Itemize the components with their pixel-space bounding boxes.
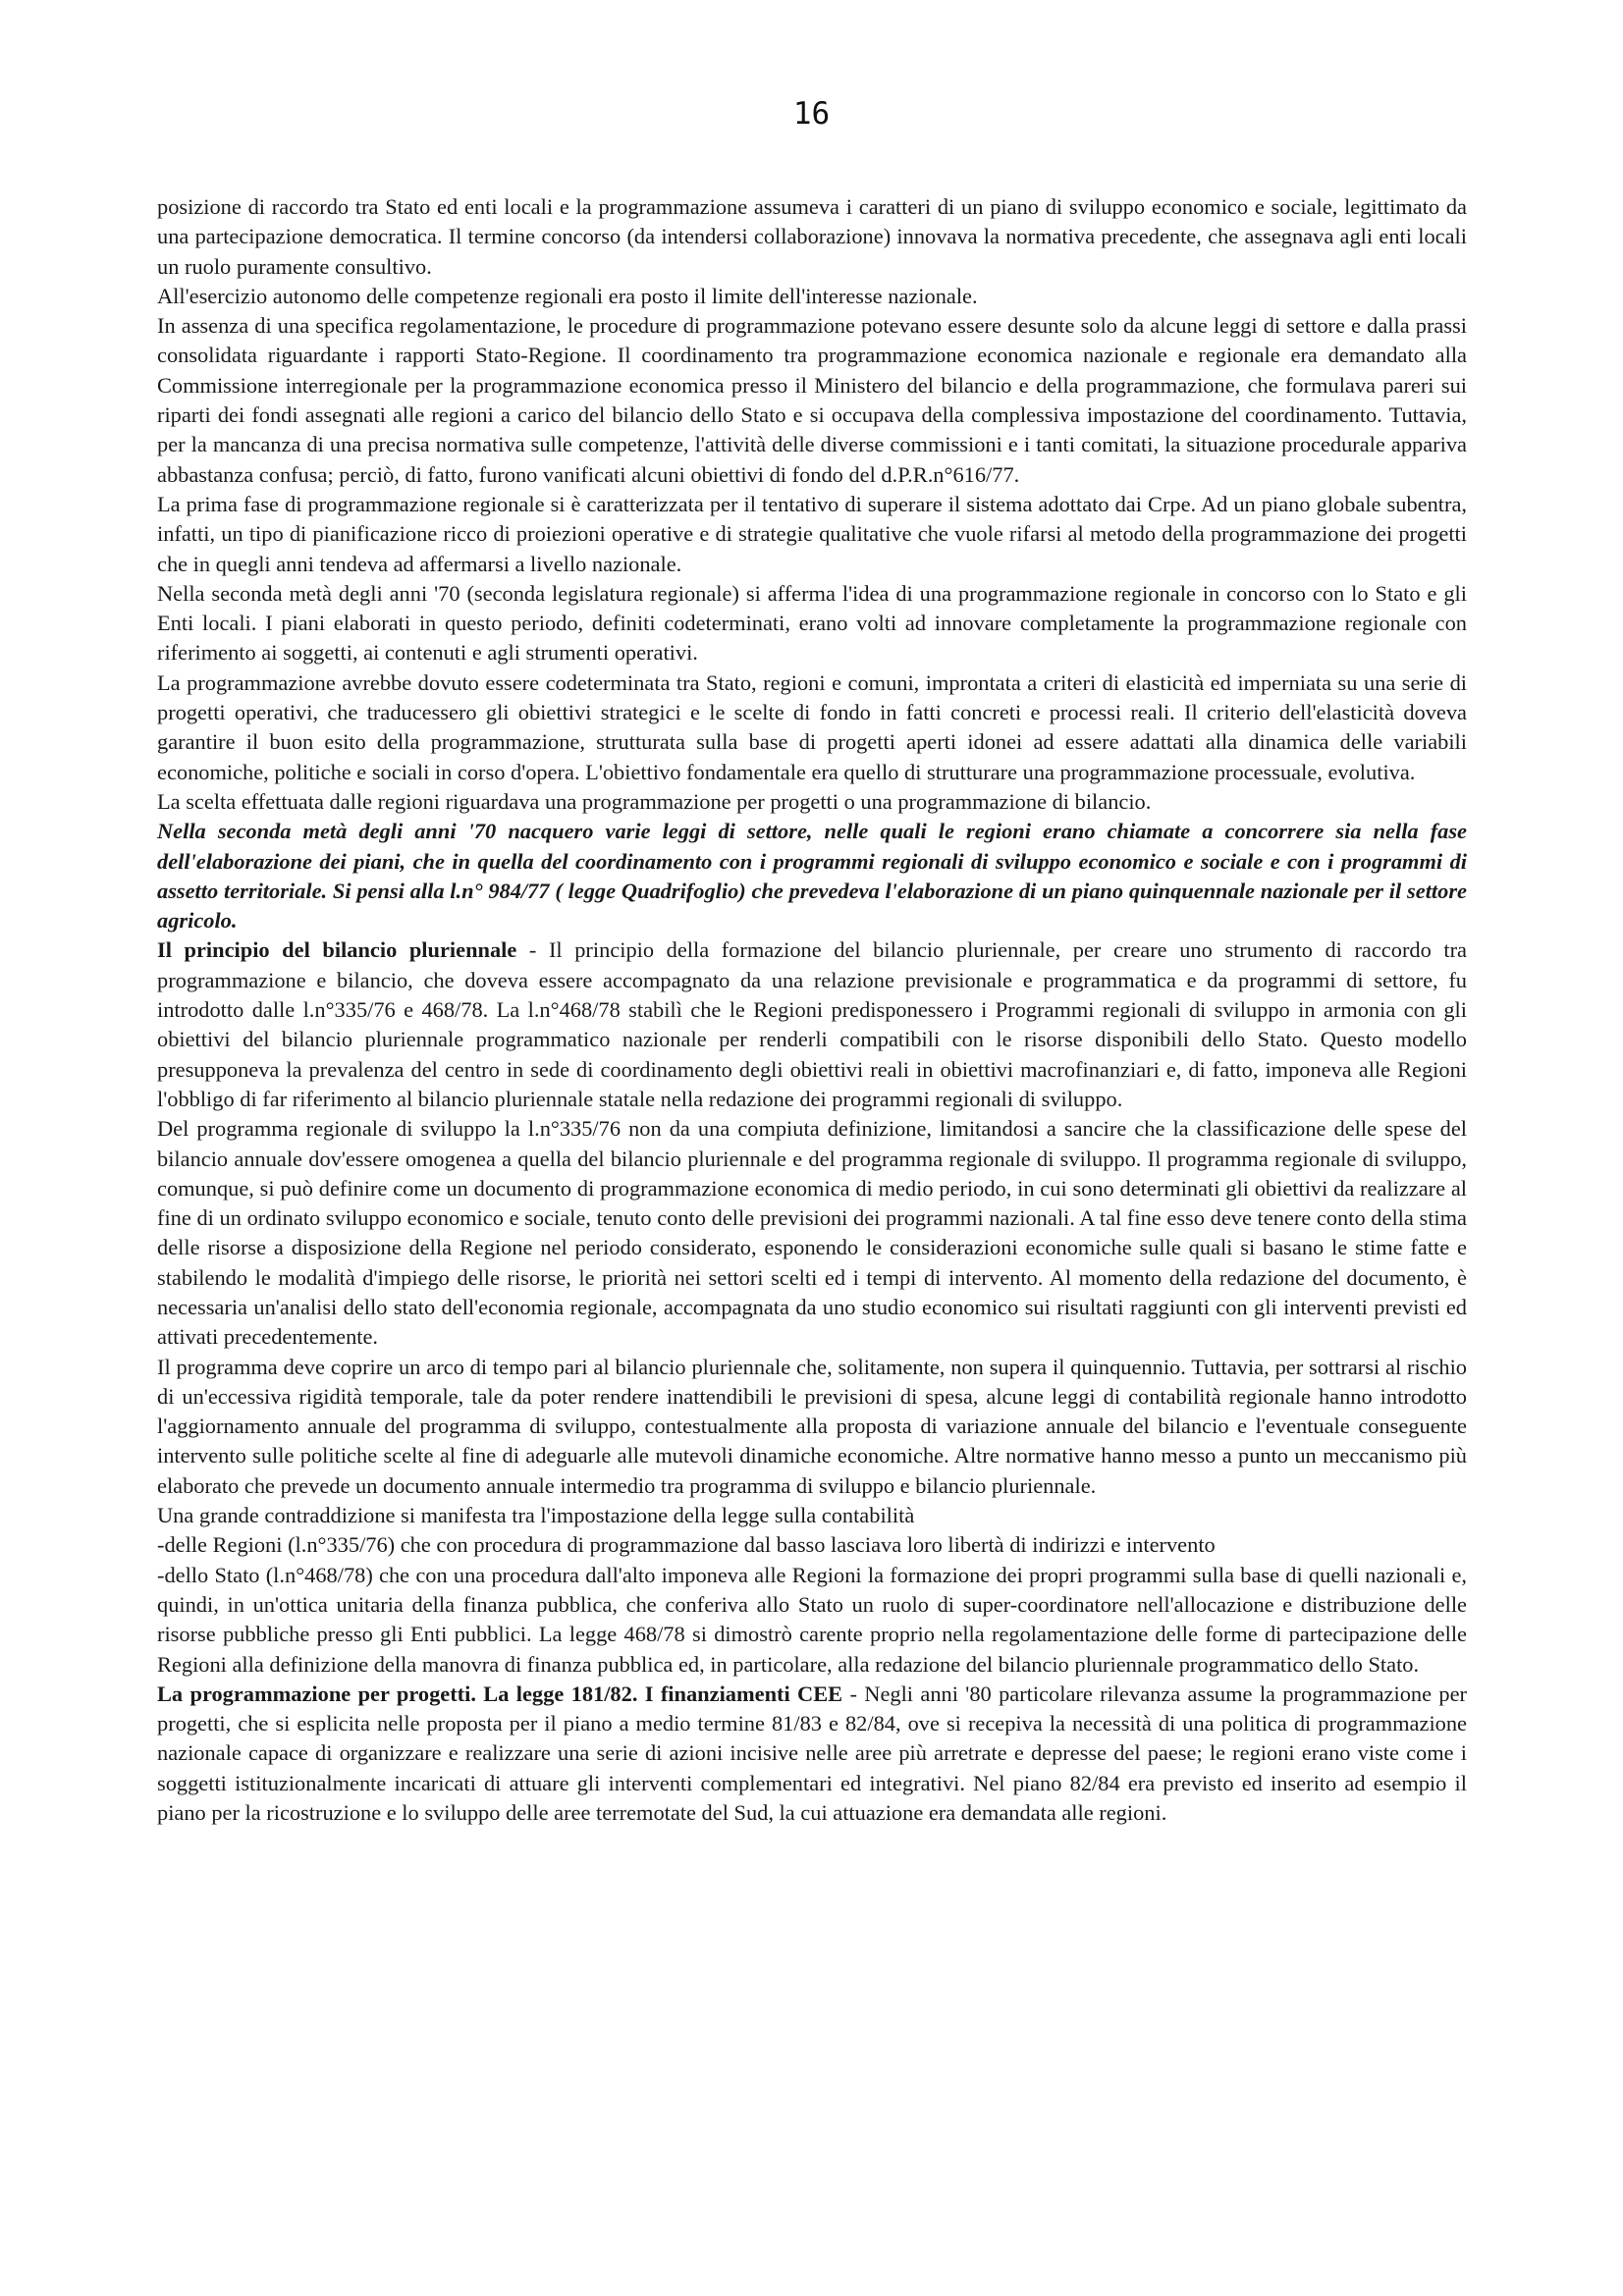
paragraph-programmazione-progetti	[157, 1680, 1467, 1828]
paragraph-raccordo: posizione di raccordo tra Stato ed enti locali e la programmazione assumeva i caratteri di un piano di sviluppo economico e sociale, legittimato da una partecipazione democratica. Il termine concorso (da intendersi collaborazione) innovava la normativa precedente, che assegnava agli enti locali un ruolo puramente consultivo.	[157, 194, 1467, 279]
section-heading-bilancio-pluriennale: Il principio del bilancio pluriennale	[157, 937, 517, 963]
list-item-regioni: -delle Regioni (l.n°335/76) che con procedura di programmazione dal basso lasciava loro libertà di indirizzi e intervento	[157, 1532, 1216, 1558]
paragraph-bilancio-pluriennale	[157, 935, 1467, 1114]
paragraph-scelta-regioni: La scelta effettuata dalle regioni riguardava una programmazione per progetti o una programmazione di bilancio.	[157, 788, 1152, 814]
page-number: 16	[792, 96, 831, 132]
paragraph-body: - Il principio della formazione del bilancio pluriennale, per creare uno strumento di raccordo tra programmazione e bilancio, che doveva essere accompagnato da una relazione previsionale e programmatica e da programmi di settore, fu introdotto dalle l.n°335/76 e 468/78. La l.n°468/78 stabilì che le Regioni predisponessero i Programmi regionali di sviluppo in armonia con gli obiettivi del bilancio pluriennale programmatico nazionale per renderli compatibili con le risorse disponibili dello Stato. Questo modello presupponeva la prevalenza del centro in sede di coordinamento degli obiettivi reali in obiettivi macrofinanziari e, di fatto, imponeva alle Regioni l'obbligo di far riferimento al bilancio pluriennale statale nella redazione dei programmi regionali di sviluppo.	[157, 937, 1467, 1111]
paragraph-contraddizione: Una grande contraddizione si manifesta tra l'impostazione della legge sulla contabilità	[157, 1503, 915, 1528]
list-item-stato: -dello Stato (l.n°468/78) che con una procedura dall'alto imponeva alle Regioni la formazione dei propri programmi sulla base di quelli nazionali e, quindi, in un'ottica unitaria della finanza pubblica, che conferiva allo Stato un ruolo di super-coordinatore nell'allocazione e distribuzione delle risorse pubbliche presso gli Enti pubblici. La legge 468/78 si dimostrò carente proprio nella regolamentazione delle forme di partecipazione delle Regioni alla definizione della manovra di finanza pubblica ed, in particolare, alla redazione del bilancio pluriennale programmatico dello Stato.	[157, 1562, 1467, 1677]
paragraph-leggi-di-settore: Nella seconda metà degli anni '70 nacquero varie leggi di settore, nelle quali le regioni erano chiamate a concorrere sia nella fase dell'elaborazione dei piani, che in quella del coordinamento con i programmi regionali di sviluppo economico e sociale e con i programmi di assetto territoriale. Si pensi alla l.n° 984/77 ( legge Quadrifoglio) che prevedeva l'elaborazione di un piano quinquennale nazionale per il settore agricolo.	[157, 819, 1467, 934]
paragraph-body: - Negli anni '80 particolare rilevanza assume la programmazione per progetti, che si esplicita nelle proposta per il piano a medio termine 81/83 e 82/84, ove si recepiva la necessità di una politica di programmazione nazionale capace di organizzare e realizzare una serie di azioni incisive nelle aree più arretrate e depresse del paese; le regioni erano viste come i soggetti istituzionalmente incaricati di attuare gli interventi complementari ed integrativi. Nel piano 82/84 era previsto ed inserito ad esempio il piano per la ricostruzione e lo sviluppo delle aree terremotate del Sud, la cui attuazione era demandata alle regioni.	[157, 1681, 1467, 1826]
paragraph-prima-fase: La prima fase di programmazione regionale si è caratterizzata per il tentativo di superare il sistema adottato dai Crpe. Ad un piano globale subentra, infatti, un tipo di pianificazione ricco di proiezioni operative e di strategie qualitative che vuole rifarsi al metodo della programmazione dei progetti che in quegli anni tendeva ad affermarsi a livello nazionale.	[157, 491, 1467, 576]
paragraph-arco-di-tempo: Il programma deve coprire un arco di tempo pari al bilancio pluriennale che, solitamente, non supera il quinquennio. Tuttavia, per sottrarsi al rischio di un'eccessiva rigidità temporale, tale da poter rendere inattendibili le previsioni di spesa, alcune leggi di contabilità regionale hanno introdotto l'aggiornamento annuale del programma di sviluppo, contestualmente alla proposta di variazione annuale del bilancio e l'eventuale conseguente intervento sulle politiche scelte al fine di adeguarle alle mutevoli dinamiche economiche. Altre normative hanno messo a punto un meccanismo più elaborato che prevede un documento annuale intermedio tra programma di sviluppo e bilancio pluriennale.	[157, 1354, 1467, 1498]
section-heading-programmazione-progetti: La programmazione per progetti. La legge 181/82. I finanziamenti CEE	[157, 1681, 843, 1706]
paragraph-seconda-meta: Nella seconda metà degli anni '70 (seconda legislatura regionale) si afferma l'idea di una programmazione regionale in concorso con lo Stato e gli Enti locali. I piani elaborati in questo periodo, definiti codeterminati, erano volti ad innovare completamente la programmazione regionale con riferimento ai soggetti, ai contenuti e agli strumenti operativi.	[157, 580, 1467, 666]
paragraph-programma-regionale: Del programma regionale di sviluppo la l.n°335/76 non da una compiuta definizione, limitandosi a sancire che la classificazione delle spese del bilancio annuale dov'essere omogenea a quella del bilancio pluriennale e del programma regionale di sviluppo. Il programma regionale di sviluppo, comunque, si può definire come un documento di programmazione economica di medio periodo, in cui sono determinati gli obiettivi da realizzare al fine di un ordinato sviluppo economico e sociale, tenuto conto delle previsioni dei programmi nazionali. A tal fine esso deve tenere conto della stima delle risorse a disposizione della Regione nel periodo considerato, esponendo le considerazioni economiche sulle quali si basano le stime fatte e stabilendo le modalità d'impiego delle risorse, le priorità nei settori scelti ed i tempi di intervento. Al momento della redazione del documento, è necessaria un'analisi dello stato dell'economia regionale, accompagnata da uno studio economico sui risultati raggiunti con gli interventi previsti ed attivati precedentemente.	[157, 1116, 1467, 1350]
paragraph-codeterminata: La programmazione avrebbe dovuto essere codeterminata tra Stato, regioni e comuni, improntata a criteri di elasticità ed imperniata su una serie di progetti operativi, che traducessero gli obiettivi strategici e le scelte di fondo in fatti concreti e processi reali. Il criterio dell'elasticità doveva garantire il buon esito della programmazione, strutturata sulla base di progetti aperti idonei ad essere adattati alla dinamica delle variabili economiche, politiche e sociali in corso d'opera. L'obiettivo fondamentale era quello di strutturare una programmazione processuale, evolutiva.	[157, 669, 1467, 784]
document-body	[157, 192, 1467, 1828]
paragraph-interesse-nazionale: All'esercizio autonomo delle competenze regionali era posto il limite dell'interesse nazionale.	[157, 283, 978, 308]
paragraph-regolamentazione: In assenza di una specifica regolamentazione, le procedure di programmazione potevano essere desunte solo da alcune leggi di settore e dalla prassi consolidata riguardante i rapporti Stato-Regione. Il coordinamento tra programmazione economica nazionale e regionale era demandato alla Commissione interregionale per la programmazione economica presso il Ministero del bilancio e della programmazione, che formulava pareri sui riparti dei fondi assegnati alle regioni a carico del bilancio dello Stato e si occupava della complessiva impostazione del coordinamento. Tuttavia, per la mancanza di una precisa normativa sulle competenze, l'attività delle diverse commissioni e i tanti comitati, la situazione procedurale appariva abbastanza confusa; perciò, di fatto, furono vanificati alcuni obiettivi di fondo del d.P.R.n°616/77.	[157, 313, 1467, 487]
